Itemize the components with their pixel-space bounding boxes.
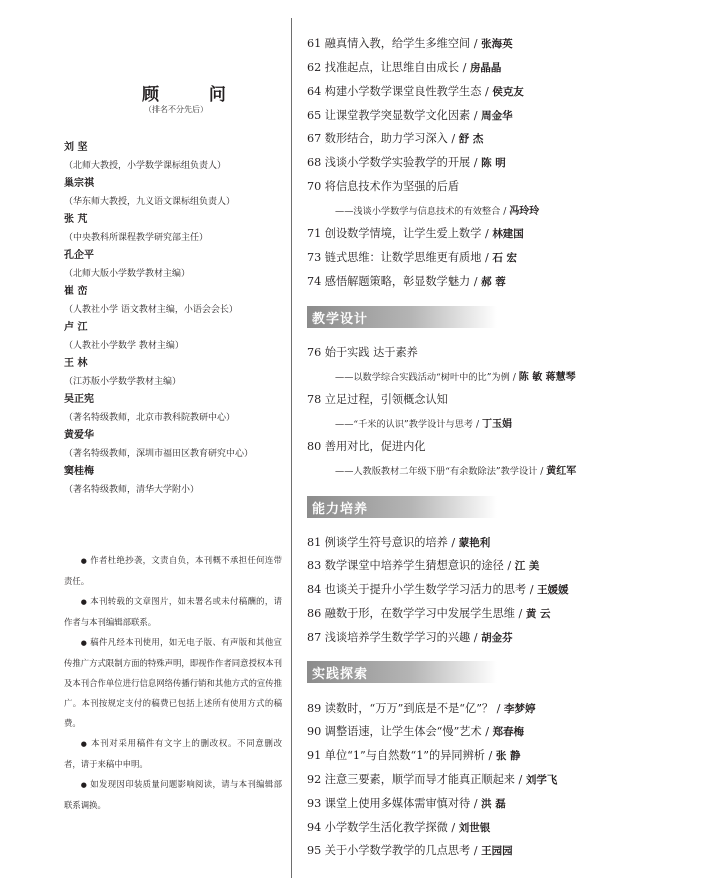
toc-author: 石 宏 (492, 252, 517, 264)
advisor-name: 孔企平 (64, 250, 94, 261)
advisor-name: 刘 坚 (64, 142, 88, 153)
toc-author: 冯玲玲 (509, 206, 540, 217)
toc-title: 90 调整语速，让学生体会“慢”艺术 / (307, 725, 493, 738)
toc-author: 王园园 (481, 845, 513, 857)
toc-item[interactable] (307, 700, 536, 716)
toc-item[interactable] (307, 747, 521, 763)
toc-title: 65 让课堂教学突显数学文化因素 / (307, 109, 482, 122)
advisor-entry (64, 463, 284, 499)
toc-title: 80 善用对比，促进内化 (307, 440, 426, 453)
section-title: 教学设计 (312, 312, 369, 327)
toc-subtitle (335, 368, 576, 383)
bullet-icon: ● (80, 740, 88, 748)
toc-title: 83 数学课堂中培养学生猜想意识的途径 / (307, 559, 515, 572)
toc-subtitle (335, 202, 539, 217)
toc-item[interactable] (307, 605, 551, 621)
toc-author: 舒 杰 (458, 133, 484, 145)
toc-author: 黄 云 (525, 608, 551, 620)
advisor-entry (64, 211, 284, 247)
toc-item[interactable] (307, 795, 506, 811)
advisor-entry (64, 175, 284, 211)
toc-title: 84 也谈关于提升小学生数学学习活力的思考 / (307, 583, 538, 596)
toc-author: 王媛媛 (537, 584, 569, 596)
toc-title: 89 读数时，“万万”到底是不是“亿”？ / (307, 702, 504, 715)
toc-author: 丁玉娟 (481, 419, 512, 430)
bullet-icon: ● (80, 781, 88, 789)
toc-title: 93 课堂上使用多媒体需审慎对待 / (307, 797, 482, 810)
notice-text: 稿件凡经本刊使用，如无电子版、有声版和其他宣传推广方式限制方面的特殊声明，即视作作者同意授权本刊及本刊合作单位进行信息网络传播行销和其他方式的宣传推广。本刊按规定支付的稿费已包括上述所有使用方式的稿费。 (64, 637, 283, 728)
toc-item[interactable] (307, 771, 557, 787)
section-title: 能力培养 (312, 502, 369, 517)
advisor-list (64, 139, 284, 499)
toc-subtitle-text: ——“千米的认识”教学设计与思考 / (335, 419, 482, 430)
notice-item (64, 591, 282, 632)
toc-subtitle (335, 462, 576, 477)
advisor-desc: （著名特级教师，深圳市福田区教育研究中心） (64, 449, 254, 459)
advisor-entry (64, 427, 284, 463)
toc-item[interactable] (307, 534, 490, 550)
toc-title: 94 小学数学生活化教学探微 / (307, 821, 459, 834)
section-header-ability (307, 496, 497, 518)
toc-item[interactable] (307, 842, 513, 858)
toc-author: 胡金芬 (481, 632, 513, 644)
toc-title: 76 始于实践 达于素养 (307, 346, 418, 359)
toc-item[interactable] (307, 35, 513, 51)
advisor-desc: （人教社小学数学 教材主编） (64, 341, 184, 351)
notice-text: 本刊对采用稿件有文字上的删改权。不同意删改者，请于来稿中申明。 (64, 738, 283, 769)
toc-item[interactable] (307, 130, 483, 146)
toc-title: 61 融真情入教，给学生多维空间 / (307, 37, 482, 50)
toc-author: 郑春梅 (492, 726, 525, 738)
section-title: 实践探索 (312, 667, 369, 682)
toc-title: 73 链式思维：让数学思维更有质地 / (307, 251, 493, 264)
advisor-name: 王 林 (64, 358, 88, 369)
advisor-desc: （北师大教授，小学数学课标组负责人） (64, 161, 227, 171)
advisors-note: （排名不分先后） (144, 105, 208, 114)
toc-title: 81 例谈学生符号意识的培养 / (307, 536, 459, 549)
toc-item[interactable] (307, 225, 524, 241)
advisor-desc: （江苏版小学数学教材主编） (64, 377, 182, 387)
toc-subtitle-text: ——人教版教材二年级下册“有余数除法”教学设计 / (335, 466, 547, 477)
advisor-name: 巢宗祺 (64, 178, 94, 189)
advisor-entry (64, 319, 284, 355)
toc-title: 70 将信息技术作为坚强的后盾 (307, 180, 460, 193)
advisor-name: 窦桂梅 (64, 466, 94, 477)
advisor-name: 崔 峦 (64, 286, 88, 297)
notices (64, 550, 282, 815)
toc-author: 李梦婷 (504, 703, 536, 715)
advisor-entry (64, 283, 284, 319)
toc-title: 92 注意三要素，顺学而导才能真正顺起来 / (307, 773, 526, 786)
section-header-practice (307, 661, 497, 683)
toc-item[interactable] (307, 344, 418, 360)
advisor-entry (64, 355, 284, 391)
toc-item[interactable] (307, 178, 459, 194)
toc-author: 张海英 (481, 38, 513, 50)
toc-item[interactable] (307, 581, 569, 597)
notice-item (64, 774, 282, 815)
toc-author: 林建国 (492, 228, 524, 240)
advisor-desc: （北师大版小学数学教材主编） (64, 269, 191, 279)
toc-author: 房晶晶 (469, 62, 502, 74)
advisor-entry (64, 247, 284, 283)
notice-text: 如发现因印装质量问题影响阅读，请与本刊编辑部联系调换。 (64, 779, 283, 810)
toc-author: 陈 明 (481, 157, 506, 169)
column-divider (291, 18, 292, 878)
advisor-name: 卢 江 (64, 322, 88, 333)
bullet-icon: ● (80, 598, 88, 606)
bullet-icon: ● (80, 639, 88, 647)
toc-item[interactable] (307, 154, 506, 170)
toc-author: 郝 蓉 (481, 276, 506, 288)
advisors-title: 顾 问 (142, 85, 248, 105)
section-header-teaching-design (307, 306, 497, 328)
advisor-entry (64, 391, 284, 427)
toc-item[interactable] (307, 273, 506, 289)
toc-title: 74 感悟解题策略，彰显数学魅力 / (307, 275, 482, 288)
toc-item[interactable] (307, 629, 513, 645)
toc-title: 62 找准起点，让思维自由成长 / (307, 61, 470, 74)
toc-subtitle-text: ——浅谈小学数学与信息技术的有效整合 / (335, 206, 510, 217)
advisor-name: 吴正宪 (64, 394, 94, 405)
toc-author: 黄红军 (546, 466, 577, 477)
toc-author: 陈 敏 蒋慧琴 (518, 372, 576, 383)
advisor-name: 张 芃 (64, 214, 88, 225)
notice-item (64, 733, 282, 774)
advisor-entry (64, 139, 284, 175)
toc-author: 张 静 (495, 750, 521, 762)
toc-title: 68 浅谈小学数学实验教学的开展 / (307, 156, 482, 169)
toc-title: 95 关于小学数学教学的几点思考 / (307, 844, 482, 857)
toc-item[interactable] (307, 107, 513, 123)
toc-author: 刘世银 (458, 822, 491, 834)
notice-text: 本刊转载的文章图片，如未署名或未付稿酬的，请作者与本刊编辑部联系。 (64, 596, 283, 627)
toc-subtitle-text: ——以数学综合实践活动“树叶中的比”为例 / (335, 372, 519, 383)
toc-item[interactable] (307, 438, 425, 454)
advisor-name: 黄爱华 (64, 430, 94, 441)
toc-item[interactable] (307, 557, 539, 573)
toc-title: 87 浅谈培养学生数学学习的兴趣 / (307, 631, 482, 644)
notice-item (64, 550, 282, 591)
toc-title: 86 融数于形，在数学学习中发展学生思维 / (307, 607, 526, 620)
toc-title: 71 创设数学情境，让学生爱上数学 / (307, 227, 493, 240)
toc-author: 刘学飞 (525, 774, 558, 786)
toc-title: 67 数形结合，助力学习深入 / (307, 132, 459, 145)
toc-item[interactable] (307, 59, 501, 75)
toc-item[interactable] (307, 819, 490, 835)
toc-item[interactable] (307, 723, 524, 739)
toc-author: 洪 磊 (481, 798, 506, 810)
advisor-desc: （华东师大教授，九义语文课标组负责人） (64, 197, 236, 207)
toc-item[interactable] (307, 83, 524, 99)
advisor-desc: （人教社小学 语文教材主编，小语会会长） (64, 305, 238, 315)
advisor-desc: （著名特级教师，北京市教科院教研中心） (64, 413, 236, 423)
toc-author: 周金华 (481, 110, 513, 122)
toc-author: 侯克友 (492, 86, 524, 98)
bullet-icon: ● (80, 557, 88, 565)
toc-title: 64 构建小学数学课堂良性教学生态 / (307, 85, 493, 98)
advisor-desc: （中央教科所课程教学研究部主任） (64, 233, 209, 243)
toc-subtitle (335, 415, 512, 430)
toc-item[interactable] (307, 391, 448, 407)
advisor-desc: （著名特级教师，清华大学附小） (64, 485, 200, 495)
toc-author: 江 美 (514, 560, 540, 572)
toc-title: 78 立足过程，引领概念认知 (307, 393, 448, 406)
notice-text: 作者杜绝抄袭，文责自负，本刊概不承担任何连带责任。 (64, 555, 283, 586)
toc-author: 蒙艳利 (458, 537, 491, 549)
toc-item[interactable] (307, 249, 517, 265)
notice-item (64, 632, 282, 733)
toc-title: 91 单位“1”与自然数“1”的异同辨析 / (307, 749, 496, 762)
